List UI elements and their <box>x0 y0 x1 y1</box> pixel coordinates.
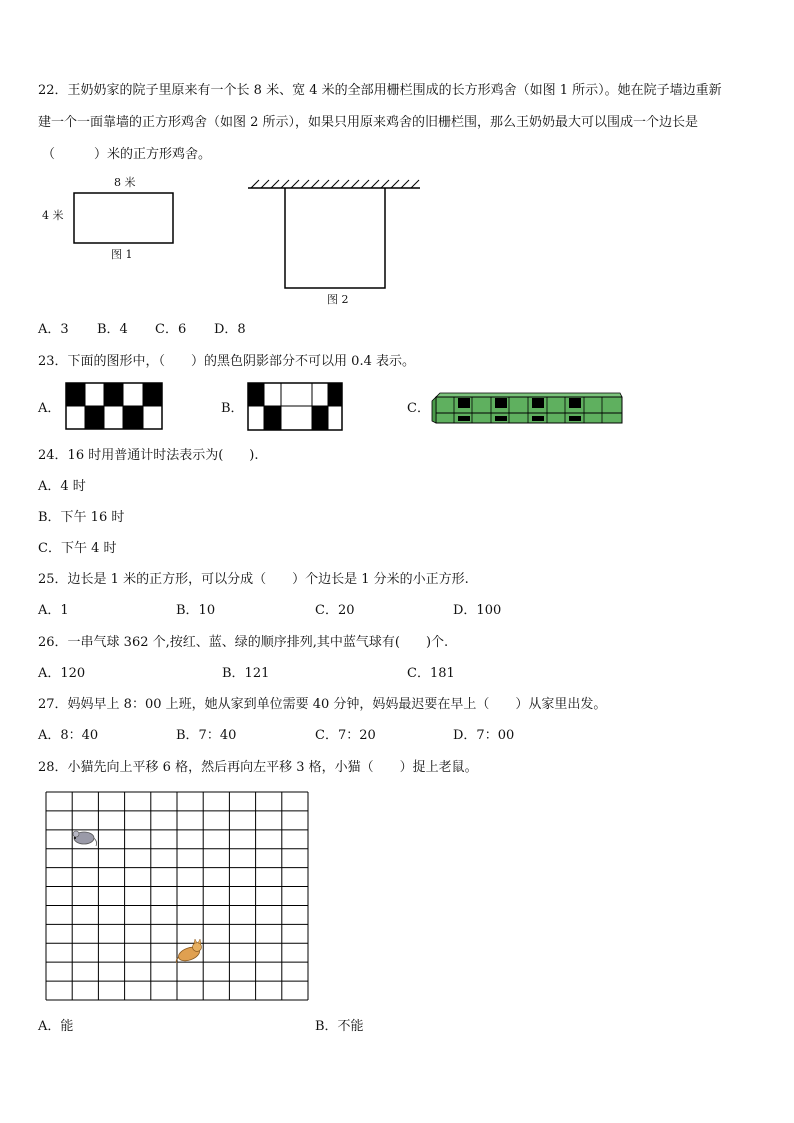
q24-option-b[interactable]: B．下午 16 时 <box>38 510 125 525</box>
q27-option-d[interactable]: D．7：00 <box>453 728 515 743</box>
q23-option-b-label[interactable]: B． <box>221 401 244 416</box>
q22-option-b[interactable]: B．4 <box>97 322 128 337</box>
q22-option-a[interactable]: A．3 <box>38 322 69 337</box>
fig1-rectangle <box>70 190 190 250</box>
q24-option-c[interactable]: C．下午 4 时 <box>38 541 117 556</box>
q24-stem: 24．16 时用普通计时法表示为( ). <box>38 448 259 463</box>
q22-option-d[interactable]: D．8 <box>214 322 246 337</box>
q25-stem: 25．边长是 1 米的正方形，可以分成（ ）个边长是 1 分米的小正方形. <box>38 572 469 587</box>
fig2-wall-square <box>245 178 425 293</box>
mouse-icon <box>73 831 97 846</box>
q25-option-c[interactable]: C．20 <box>315 603 355 618</box>
q23-option-a-label[interactable]: A． <box>38 401 61 416</box>
fig1-width-label: 4 米 <box>42 209 64 222</box>
q22-line1: 22．王奶奶家的院子里原来有一个长 8 米、宽 4 米的全部用栅栏围成的长方形鸡舍（如图 1 所示）。她在院子墙边重新 <box>38 83 722 98</box>
q28-option-b[interactable]: B．不能 <box>315 1019 364 1034</box>
q22-option-c[interactable]: C．6 <box>155 322 187 337</box>
q27-option-c[interactable]: C．7：20 <box>315 728 376 743</box>
q28-stem: 28．小猫先向上平移 6 格，然后再向左平移 3 格，小猫（ ）捉上老鼠。 <box>38 760 478 775</box>
q25-option-d[interactable]: D．100 <box>453 603 502 618</box>
cat-icon <box>176 939 201 963</box>
q26-option-c[interactable]: C．181 <box>407 666 455 681</box>
fig2-caption: 图 2 <box>327 293 349 306</box>
q28-option-a[interactable]: A．能 <box>38 1019 74 1034</box>
q23-option-c-label[interactable]: C． <box>407 401 430 416</box>
q25-option-b[interactable]: B．10 <box>176 603 216 618</box>
q25-option-a[interactable]: A．1 <box>38 603 69 618</box>
q23-figure-a <box>66 383 166 433</box>
q24-option-a[interactable]: A．4 时 <box>38 479 86 494</box>
q22-line3: （ ）米的正方形鸡舍。 <box>42 147 212 162</box>
q26-stem: 26．一串气球 362 个,按红、蓝、绿的顺序排列,其中蓝气球有( )个. <box>38 635 449 650</box>
q26-option-a[interactable]: A．120 <box>38 666 86 681</box>
q26-option-b[interactable]: B．121 <box>222 666 270 681</box>
q28-grid <box>44 790 310 1002</box>
fig1-length-label: 8 米 <box>114 176 136 189</box>
fig1-caption: 图 1 <box>111 248 133 261</box>
q22-line2: 建一个一面靠墙的正方形鸡舍（如图 2 所示），如果只用原来鸡舍的旧栅栏围，那么王奶奶最大可以围成一个边长是 <box>38 115 699 130</box>
q23-figure-c <box>432 391 632 431</box>
q23-figure-b <box>248 383 348 433</box>
q27-option-a[interactable]: A．8：40 <box>38 728 99 743</box>
q23-stem: 23．下面的图形中，（ ）的黑色阴影部分不可以用 0.4 表示。 <box>38 354 415 369</box>
q27-option-b[interactable]: B．7：40 <box>176 728 237 743</box>
q27-stem: 27．妈妈早上 8：00 上班，她从家到单位需要 40 分钟，妈妈最迟要在早上（ ）从家里出发。 <box>38 697 607 712</box>
